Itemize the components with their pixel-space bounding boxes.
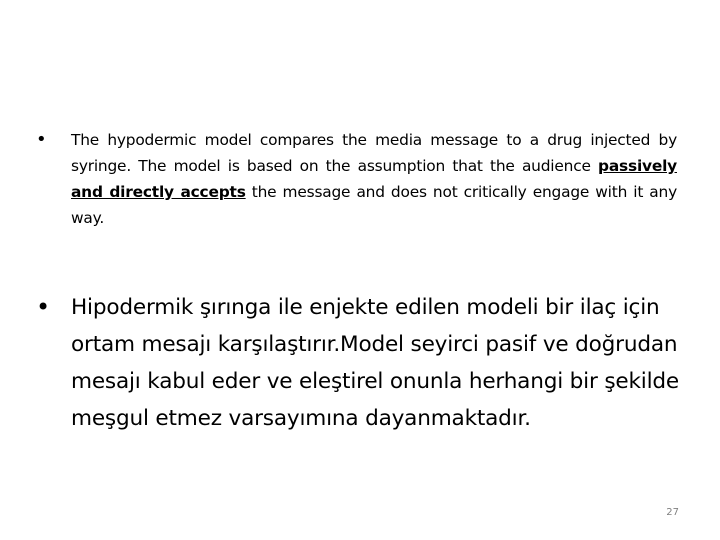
bullet-marker: •: [36, 129, 47, 150]
bullet-text-english: [71, 127, 677, 231]
bullet-item-english: [36, 127, 677, 231]
bullet-marker: •: [36, 293, 50, 321]
bullet-item-turkish: [36, 289, 696, 437]
page-number: 27: [666, 507, 679, 518]
emphasized-phrase: passively and directly accepts: [71, 157, 677, 201]
text-after-emphasis: the message and does not critically engage with it any way.: [71, 183, 677, 227]
bullet-text-turkish: Hipodermik şırınga ile enjekte edilen modeli bir ilaç için ortam mesajı karşılaştırır.Model seyirci pasif ve doğrudan mesajı kabul eder ve eleştirel onunla herhangi bir şekilde meşgul etmez varsayımına dayanmaktadır.: [71, 295, 679, 431]
text-before-emphasis: The hypodermic model compares the media message to a drug injected by syringe. The model is based on the assumption that the audience: [71, 131, 677, 175]
